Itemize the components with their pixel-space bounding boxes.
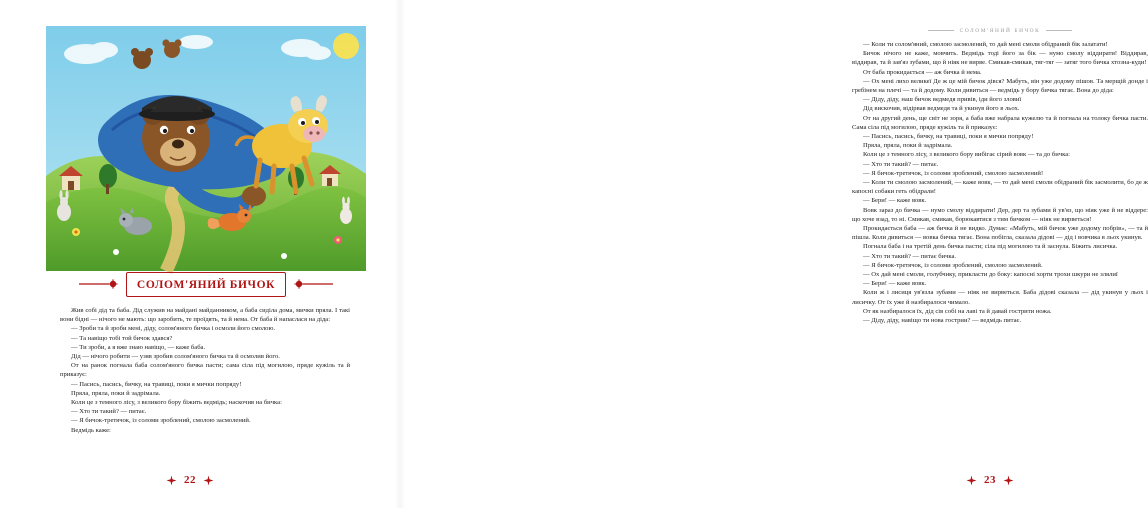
paragraph: От на другий день, ще світ не зоря, а баба вже набрала кужелю та й погнала на толоку бичка пасти. Сама сіла під могилою, пряде кужіль та й приказує:: [852, 114, 1148, 131]
star-ornament-icon: [966, 475, 977, 486]
paragraph: — Діду, діду, навіщо ти нова гострии? — ведмідь питає.: [863, 317, 1022, 325]
paragraph: — Хто ти такий? — питає бичка.: [863, 252, 957, 260]
running-head-rule-left-icon: [928, 30, 954, 31]
star-ornament-icon: [166, 475, 177, 486]
story-title: [126, 272, 286, 297]
left-page-body: [60, 306, 350, 435]
paragraph: Прокидається баба — аж бичка й не видко. Думає: «Мабуть, мій бичок уже додому побрів», — та й пішла. Коли дивиться — вовка бичка тягає. Вона побігла, сказала дідові — дід і вовчика в льох укинув.: [852, 225, 1148, 242]
paragraph: — Бери! — каже вовк.: [863, 280, 927, 288]
paragraph: — Я бичок-третячок, із соломи зроблений, смолою засмолений.: [863, 261, 1043, 269]
bear-and-straw-bull-illustration: [46, 26, 366, 271]
paragraph: — Коли ти смолою засмолений, — каже вовк, — то дай мені смоли обідраний бік засмолити, бо де ж капосні собаки геть обідрали!: [852, 179, 1148, 196]
page-number: 23: [984, 474, 996, 486]
paragraph: От як назбиралося їх, дід сів собі на лаві та й давай гострити ножа.: [863, 307, 1052, 315]
paragraph: — Зроби та й зроби мені, діду, солом'яного бичка і осмоли його смолою.: [71, 325, 276, 333]
running-head-rule-right-icon: [1046, 30, 1072, 31]
paragraph: Дід — нічого робити — узяв зробив солом'яного бичка та й осмолив його.: [71, 353, 280, 361]
paragraph: — Та навіщо тобі той бичок здався?: [71, 334, 173, 342]
paragraph: — Коли ти солом'яний, смолою засмолений, то дай мені смоли обідраний бік залатати!: [863, 41, 1108, 48]
paragraph: Коли ж і лисиця ув'язла зубами — ніяк не вирветься. Баба дідові сказала — дід укинув у льох і лисичку. От їх уже й назбиралося чимало.: [852, 289, 1148, 306]
folio-right: [966, 474, 1014, 486]
paragraph: Ведмідь каже:: [71, 426, 111, 434]
paragraph: — Я бичок-третячок, із соломи зроблений, смолою засмолений!: [863, 169, 1044, 177]
paragraph: Пряла, пряла, поки й задрімала.: [71, 389, 161, 397]
title-ornament-right-icon: [291, 279, 333, 289]
left-page: [0, 0, 400, 508]
paragraph: — Я бичок-третячок, із соломи зроблений, смолою засмолений.: [71, 417, 251, 425]
paragraph: Вовк зараз до бичка — нумо смолу віддирати! Дер, дер та зубами й ув'яз, що ніяк уже й не віддере: що хоче взад, то ні. Смикав, смикав, борюкавтися з тим бичком — ніяк не вирветься!: [852, 206, 1148, 223]
paragraph: Коли це з темного лісу, з великого бору вибігає сірий вовк — та до бичка:: [863, 151, 1070, 159]
paragraph: — Ох дай мені смоли, голубчику, прикласти до боку: капосні хорти трохи шкури не злялиї: [863, 271, 1118, 279]
paragraph: Погнала баба і на третій день бичка пасти; сіла під могилою та й заснула. Біжить лисичка.: [863, 243, 1118, 251]
folio-left: [166, 474, 214, 486]
paragraph: — Ох мені лихо великеї Де ж це мій бичок дівся? Мабуть, він уже додому пішов. Та мерщій донде і гребінем на плечі — та й додому. Коли дивиться — ведмідь у бору бичка тягає. Вона до діда:: [852, 77, 1148, 95]
paragraph: — Хто ти такий? — питає.: [71, 408, 147, 416]
paragraph: Жив собі дід та баба. Дід служив на майдані майданником, а баба сиділа дома, мички пряла. І такі вони бідні — нічого не мають: що заробить, те проїдять, та й нема. От баба й напаслася на діда:: [60, 307, 350, 324]
running-head: [855, 28, 1145, 34]
paragraph: Коли це з темного лісу, з великого бору біжить ведмідь; наскочив на бичка:: [71, 399, 282, 407]
illustration-svg: [46, 26, 366, 271]
paragraph: Пряла, пряла, поки й задрімала.: [863, 142, 953, 150]
paragraph: — Діду, діду, наш бичок ведмедя привів, іди його зловиї: [863, 96, 1022, 104]
right-page: [400, 0, 1148, 508]
paragraph: — Бери! — каже вовк.: [863, 197, 927, 205]
title-ornament-left-icon: [79, 279, 121, 289]
paragraph: Дід вискочив, відірвав ведмедя та й укинув його в льох.: [863, 105, 1020, 113]
page-number: 22: [184, 474, 196, 486]
story-title-text: СОЛОМ'ЯНИЙ БИЧОК: [136, 278, 276, 291]
paragraph: — Хто ти такий? — питає.: [863, 160, 939, 168]
right-page-body: [852, 40, 1148, 325]
story-title-band: [70, 272, 342, 296]
paragraph: От на ранок погнала баба солом'яного бичка пасти; сама сіла під могилою, пряде кужіль та й приказує:: [60, 362, 350, 379]
paragraph: Бичок нічого не каже, мовчить. Ведмідь тоді його за бік — нумо смолу віддирати! Віддирав, віддирав, та й зав'яз зубами, що й ніяк не вирве. Смикав-смикав, тяг-тяг — затяг того бичка хтозна-куди!: [852, 50, 1148, 67]
paragraph: — Ти зроби, а я вже знаю навіщо, — каже баба.: [71, 343, 206, 351]
paragraph: — Пасись, пасись, бичку, на травиці, поки я мички попряду!: [863, 133, 1034, 141]
star-ornament-icon: [1003, 475, 1014, 486]
paragraph: — Пасись, пасись, бичку, на травиці, поки я мички попряду!: [71, 380, 242, 388]
running-head-text: СОЛОМ'ЯНИЙ БИЧОК: [959, 28, 1041, 34]
paragraph: От баба прокидається — аж бичка й нема.: [863, 68, 982, 76]
star-ornament-icon: [203, 475, 214, 486]
